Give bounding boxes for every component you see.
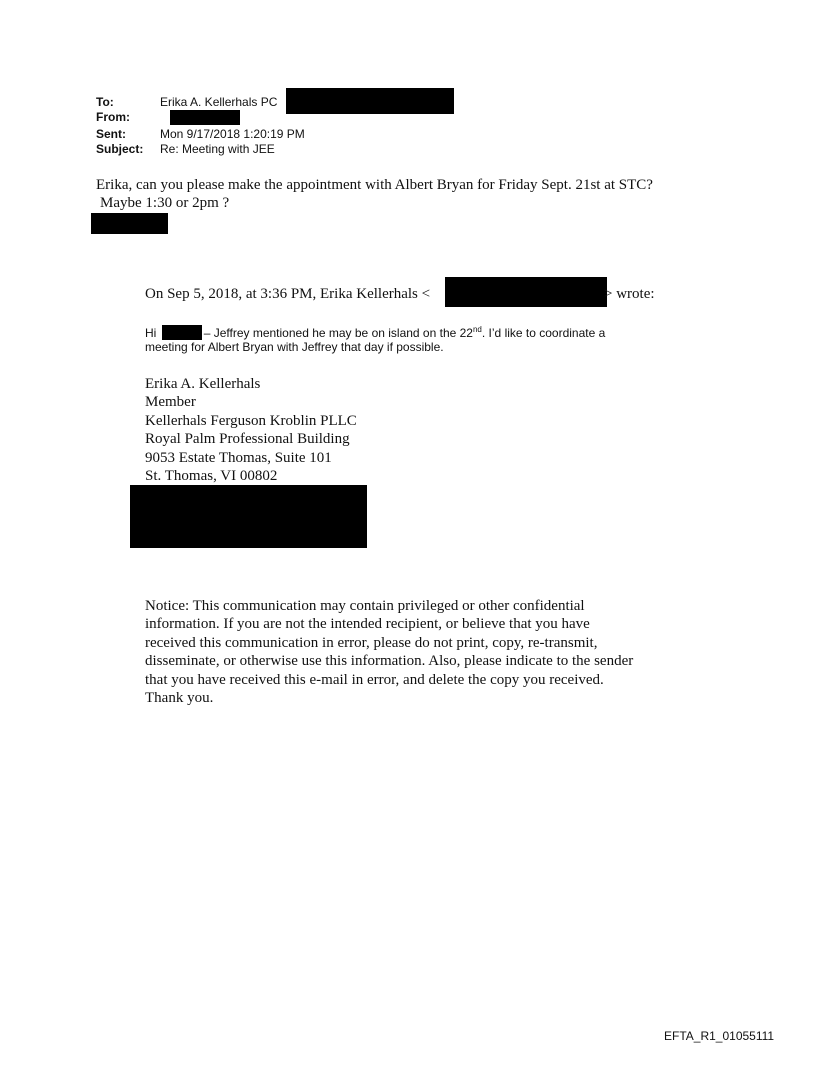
redaction-to-email (286, 88, 454, 114)
signature-title: Member (145, 394, 196, 411)
signature-street: 9053 Estate Thomas, Suite 101 (145, 449, 332, 466)
signature-city: St. Thomas, VI 00802 (145, 468, 278, 485)
redaction-sender-signature (91, 213, 168, 234)
document-id: EFTA_R1_01055111 (664, 1029, 775, 1043)
sent-value: Mon 9/17/2018 1:20:19 PM (160, 127, 305, 141)
notice-line-5: that you have received this e-mail in error, and delete the copy you received. (145, 671, 604, 688)
notice-line-3: received this communication in error, please do not print, copy, re-transmit, (145, 634, 598, 651)
msg-part-a: – Jeffrey mentioned he may be on island on the 22 (203, 326, 473, 340)
quoted-attribution-prefix: On Sep 5, 2018, at 3:36 PM, Erika Kellerhals < (145, 286, 431, 302)
quoted-attribution-suffix: > wrote: (604, 286, 655, 302)
msg-superscript: nd (472, 325, 482, 334)
notice-line-2: information. If you are not the intended recipient, or believe that you have (145, 616, 590, 633)
confidentiality-notice (145, 597, 633, 707)
to-value: Erika A. Kellerhals PC (160, 95, 278, 109)
quoted-message-line-2: meeting for Albert Bryan with Jeffrey that day if possible. (145, 340, 444, 354)
signature-building: Royal Palm Professional Building (145, 431, 350, 448)
from-label: From: (96, 110, 130, 124)
redaction-greeting-name (162, 325, 202, 340)
sent-label: Sent: (96, 127, 126, 141)
notice-line-4: disseminate, or otherwise use this information. Also, please indicate to the sender (145, 653, 634, 670)
greeting: Hi (145, 326, 157, 340)
redaction-signature-contact (130, 485, 367, 548)
notice-line-1: Notice: This communication may contain privileged or other confidential (145, 598, 585, 614)
signature-firm: Kellerhals Ferguson Kroblin PLLC (145, 412, 357, 429)
redaction-from (170, 110, 240, 125)
reply-line-1: Erika, can you please make the appointment with Albert Bryan for Friday Sept. 21st at STC? (96, 177, 653, 193)
signature-name: Erika A. Kellerhals (145, 376, 261, 392)
signature-block (145, 375, 357, 485)
notice-line-6: Thank you. (145, 690, 214, 707)
to-label: To: (96, 95, 114, 109)
subject-label: Subject: (96, 142, 144, 156)
subject-value: Re: Meeting with JEE (160, 142, 275, 156)
reply-line-2: Maybe 1:30 or 2pm ? (100, 195, 230, 211)
msg-part-b: . I’d like to coordinate a (481, 326, 606, 340)
redaction-quoted-email (445, 277, 607, 307)
